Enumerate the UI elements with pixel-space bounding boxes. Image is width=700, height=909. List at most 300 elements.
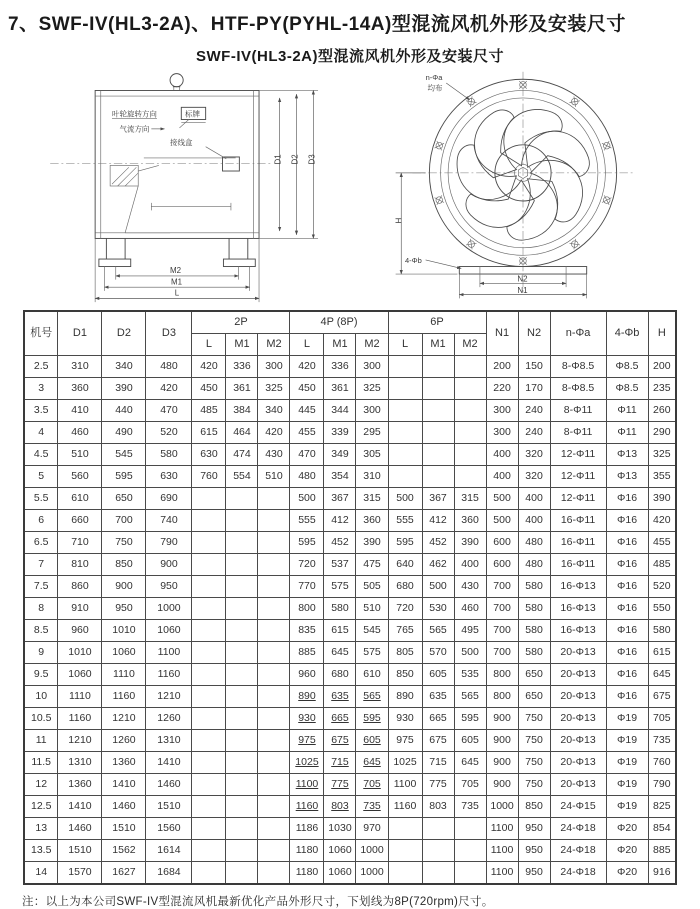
table-cell: 1627	[102, 862, 146, 885]
table-cell: 740	[146, 510, 192, 532]
dim-d3-label: D3	[306, 154, 316, 165]
table-cell: 325	[258, 378, 290, 400]
table-cell: 615	[648, 642, 676, 664]
table-cell: 349	[324, 444, 356, 466]
table-cell	[226, 598, 258, 620]
table-cell	[454, 840, 486, 862]
table-cell: 355	[648, 466, 676, 488]
nameplate-label: 标牌	[184, 109, 200, 119]
table-cell: 20-Φ13	[550, 686, 606, 708]
table-cell: 315	[356, 488, 388, 510]
table-cell: 615	[192, 422, 226, 444]
table-cell: 300	[356, 400, 388, 422]
table-row	[24, 422, 676, 444]
table-cell: 1160	[290, 796, 324, 818]
table-cell: 1060	[146, 620, 192, 642]
table-row	[24, 532, 676, 554]
table-cell: 412	[422, 510, 454, 532]
table-cell: Φ19	[606, 730, 648, 752]
table-cell: 530	[422, 598, 454, 620]
table-cell: 700	[486, 620, 518, 642]
table-cell: 460	[58, 422, 102, 444]
table-cell: Φ20	[606, 840, 648, 862]
table-cell: 150	[518, 356, 550, 378]
table-cell: 850	[518, 796, 550, 818]
dim-m1-label: M1	[170, 277, 182, 287]
table-cell: Φ19	[606, 708, 648, 730]
table-cell: 11.5	[24, 752, 58, 774]
table-cell: 715	[422, 752, 454, 774]
table-cell	[226, 818, 258, 840]
table-cell: 1210	[102, 708, 146, 730]
table-cell: 550	[648, 598, 676, 620]
table-cell: 650	[102, 488, 146, 510]
dim-h-label: H	[393, 217, 403, 224]
table-cell: 339	[324, 422, 356, 444]
table-cell	[192, 862, 226, 885]
table-cell: 720	[290, 554, 324, 576]
table-cell: 595	[388, 532, 422, 554]
table-cell	[226, 774, 258, 796]
table-cell: 360	[454, 510, 486, 532]
table-cell: Φ11	[606, 422, 648, 444]
table-cell: 420	[258, 422, 290, 444]
table-cell: 1000	[146, 598, 192, 620]
table-cell	[422, 862, 454, 885]
fan-front-view-drawing	[373, 68, 673, 304]
table-cell: 660	[58, 510, 102, 532]
table-cell: 420	[192, 356, 226, 378]
table-cell	[226, 686, 258, 708]
table-cell: 800	[486, 664, 518, 686]
table-cell: 12.5	[24, 796, 58, 818]
table-cell	[226, 510, 258, 532]
table-cell: 24-Φ18	[550, 818, 606, 840]
table-cell: 800	[486, 686, 518, 708]
table-cell: Φ8.5	[606, 378, 648, 400]
table-cell: 13	[24, 818, 58, 840]
table-cell	[258, 774, 290, 796]
table-cell	[454, 444, 486, 466]
table-cell: 470	[146, 400, 192, 422]
table-cell: 630	[146, 466, 192, 488]
table-cell	[454, 422, 486, 444]
table-cell	[226, 642, 258, 664]
table-cell: 975	[290, 730, 324, 752]
table-cell	[226, 554, 258, 576]
table-cell: 650	[518, 664, 550, 686]
table-cell	[422, 356, 454, 378]
table-cell: 900	[102, 576, 146, 598]
table-cell: 790	[648, 774, 676, 796]
table-cell: 1210	[146, 686, 192, 708]
footnote: 注：以上为本公司SWF-IV型混流风机最新优化产品外形尺寸，下划线为8P(720rpm)尺寸。	[22, 896, 494, 908]
table-cell: 665	[324, 708, 356, 730]
table-cell	[258, 796, 290, 818]
table-cell	[192, 796, 226, 818]
table-cell: 361	[324, 378, 356, 400]
table-row	[24, 488, 676, 510]
table-cell: Φ20	[606, 862, 648, 885]
table-row	[24, 400, 676, 422]
table-cell: 916	[648, 862, 676, 885]
table-cell: 1360	[58, 774, 102, 796]
table-cell	[192, 664, 226, 686]
table-cell	[226, 576, 258, 598]
header-d3: D3	[146, 311, 192, 356]
table-cell	[388, 466, 422, 488]
fan-dimensions-tbody	[24, 356, 676, 885]
table-cell	[258, 818, 290, 840]
table-cell: 1100	[146, 642, 192, 664]
table-cell: 1160	[58, 708, 102, 730]
table-cell: 1100	[388, 774, 422, 796]
table-cell	[226, 862, 258, 885]
table-cell: 450	[192, 378, 226, 400]
table-cell: 640	[388, 554, 422, 576]
table-cell: 420	[146, 378, 192, 400]
table-cell: 675	[422, 730, 454, 752]
table-cell: 12-Φ11	[550, 444, 606, 466]
table-cell: 1060	[324, 862, 356, 885]
table-cell	[258, 730, 290, 752]
table-row	[24, 862, 676, 885]
table-header	[24, 311, 676, 356]
table-cell	[192, 554, 226, 576]
table-cell: 400	[486, 444, 518, 466]
table-cell: 490	[102, 422, 146, 444]
table-cell	[226, 708, 258, 730]
table-cell: Φ16	[606, 488, 648, 510]
table-cell: 3	[24, 378, 58, 400]
table-cell	[422, 444, 454, 466]
table-cell: 455	[290, 422, 324, 444]
table-cell	[192, 774, 226, 796]
table-cell: 900	[486, 730, 518, 752]
subheader-l: L	[388, 334, 422, 356]
table-cell: 1360	[102, 752, 146, 774]
table-cell: 452	[422, 532, 454, 554]
table-cell: 24-Φ15	[550, 796, 606, 818]
table-cell	[388, 444, 422, 466]
table-cell: 1180	[290, 840, 324, 862]
table-cell: 220	[486, 378, 518, 400]
table-cell: 595	[454, 708, 486, 730]
table-cell: 537	[324, 554, 356, 576]
table-cell: 16-Φ13	[550, 576, 606, 598]
table-cell	[388, 818, 422, 840]
table-cell	[258, 532, 290, 554]
table-cell: 595	[290, 532, 324, 554]
table-cell: 310	[58, 356, 102, 378]
table-cell: 1410	[146, 752, 192, 774]
table-cell: 16-Φ13	[550, 620, 606, 642]
table-cell	[192, 642, 226, 664]
table-cell: 565	[422, 620, 454, 642]
table-row	[24, 444, 676, 466]
table-cell: 240	[518, 400, 550, 422]
table-row	[24, 730, 676, 752]
table-cell: 430	[258, 444, 290, 466]
table-cell	[192, 576, 226, 598]
table-cell: 1010	[58, 642, 102, 664]
table-cell: 440	[102, 400, 146, 422]
table-cell: 452	[324, 532, 356, 554]
table-cell: 9.5	[24, 664, 58, 686]
table-cell: 535	[454, 664, 486, 686]
table-row	[24, 378, 676, 400]
table-cell: 605	[454, 730, 486, 752]
table-cell: 260	[648, 400, 676, 422]
table-cell	[454, 400, 486, 422]
table-cell: 4.5	[24, 444, 58, 466]
table-cell: 510	[58, 444, 102, 466]
table-cell: 1025	[290, 752, 324, 774]
table-cell: 200	[648, 356, 676, 378]
table-cell	[258, 708, 290, 730]
table-cell: 1110	[58, 686, 102, 708]
table-cell: 700	[486, 598, 518, 620]
table-cell: 700	[486, 576, 518, 598]
table-cell: Φ16	[606, 598, 648, 620]
dim-d2-label: D2	[289, 154, 299, 165]
table-cell	[258, 752, 290, 774]
table-cell: 500	[486, 510, 518, 532]
table-cell: 1100	[290, 774, 324, 796]
table-cell: 1030	[324, 818, 356, 840]
table-cell: 400	[454, 554, 486, 576]
table-cell: Φ19	[606, 774, 648, 796]
table-cell: 1180	[290, 862, 324, 885]
table-cell: 445	[290, 400, 324, 422]
table-cell: 705	[648, 708, 676, 730]
table-cell: 1684	[146, 862, 192, 885]
table-cell	[454, 378, 486, 400]
table-cell: 8	[24, 598, 58, 620]
table-cell: 2.5	[24, 356, 58, 378]
table-row	[24, 598, 676, 620]
table-cell: Φ13	[606, 466, 648, 488]
table-cell: 10.5	[24, 708, 58, 730]
table-cell: 950	[518, 862, 550, 885]
table-cell: 11	[24, 730, 58, 752]
table-row	[24, 818, 676, 840]
subheader-m2: M2	[258, 334, 290, 356]
table-cell: 775	[324, 774, 356, 796]
table-cell: 400	[518, 488, 550, 510]
table-cell: 750	[518, 774, 550, 796]
table-cell: 520	[146, 422, 192, 444]
table-cell: 645	[356, 752, 388, 774]
table-cell: 8-Φ11	[550, 422, 606, 444]
eyebolt-icon	[170, 74, 183, 91]
table-cell: 20-Φ13	[550, 708, 606, 730]
technical-drawings	[0, 68, 700, 306]
table-cell: 680	[388, 576, 422, 598]
table-cell: 645	[454, 752, 486, 774]
table-cell: 12-Φ11	[550, 488, 606, 510]
table-cell: 565	[454, 686, 486, 708]
table-cell: 7	[24, 554, 58, 576]
evenly-spaced-label: 均布	[426, 83, 442, 93]
mounting-feet	[98, 238, 254, 266]
table-cell: 555	[290, 510, 324, 532]
table-cell: 480	[146, 356, 192, 378]
table-cell	[226, 532, 258, 554]
table-row	[24, 664, 676, 686]
table-cell: 510	[356, 598, 388, 620]
table-cell	[192, 730, 226, 752]
foot-holes-label: 4-Φb	[404, 255, 422, 265]
table-cell: 645	[324, 642, 356, 664]
table-cell: 805	[388, 642, 422, 664]
table-cell: 825	[648, 796, 676, 818]
table-cell: 900	[486, 774, 518, 796]
table-cell: 7.5	[24, 576, 58, 598]
table-cell: 1060	[58, 664, 102, 686]
table-cell	[258, 620, 290, 642]
table-cell: 20-Φ13	[550, 730, 606, 752]
table-cell	[454, 862, 486, 885]
table-cell: 580	[518, 642, 550, 664]
subheader-l: L	[192, 334, 226, 356]
table-cell: 500	[290, 488, 324, 510]
table-cell: 10	[24, 686, 58, 708]
table-cell: 950	[518, 840, 550, 862]
airflow-direction-label: 气流方向	[118, 124, 149, 134]
table-cell: 390	[454, 532, 486, 554]
table-cell	[192, 840, 226, 862]
table-cell: 700	[486, 642, 518, 664]
table-cell: 800	[290, 598, 324, 620]
table-cell: 8-Φ11	[550, 400, 606, 422]
header-4-phi-b: 4-Φb	[606, 311, 648, 356]
header-group-4p8p: 4P (8P)	[290, 311, 388, 334]
table-cell: 1260	[102, 730, 146, 752]
table-cell: 310	[356, 466, 388, 488]
table-cell	[388, 378, 422, 400]
table-cell: Φ16	[606, 532, 648, 554]
table-cell: 1025	[388, 752, 422, 774]
table-cell: 610	[356, 664, 388, 686]
page-title: 7、SWF-IV(HL3-2A)、HTF-PY(PYHL-14A)型混流风机外形及安装尺寸	[8, 14, 626, 35]
table-cell: Φ13	[606, 444, 648, 466]
table-cell: 20-Φ13	[550, 752, 606, 774]
table-cell: 850	[388, 664, 422, 686]
table-cell: 850	[102, 554, 146, 576]
table-cell: 1100	[486, 840, 518, 862]
table-cell: 960	[58, 620, 102, 642]
table-row	[24, 620, 676, 642]
table-cell: 9	[24, 642, 58, 664]
table-cell: 474	[226, 444, 258, 466]
table-cell: 500	[422, 576, 454, 598]
header-machine-no: 机号	[24, 311, 58, 356]
table-cell: 8.5	[24, 620, 58, 642]
table-cell: 14	[24, 862, 58, 885]
table-cell: 1100	[486, 818, 518, 840]
table-cell	[388, 862, 422, 885]
table-cell: 635	[324, 686, 356, 708]
table-cell: 300	[486, 422, 518, 444]
table-cell: 890	[388, 686, 422, 708]
table-cell: 595	[356, 708, 388, 730]
table-cell: 760	[192, 466, 226, 488]
table-cell: 480	[290, 466, 324, 488]
table-cell: 460	[454, 598, 486, 620]
table-cell: 1260	[146, 708, 192, 730]
table-cell: 520	[648, 576, 676, 598]
header-d1: D1	[58, 311, 102, 356]
dim-n2-label: N2	[516, 274, 528, 284]
table-cell: 690	[146, 488, 192, 510]
table-cell: 510	[258, 466, 290, 488]
table-cell: 13.5	[24, 840, 58, 862]
table-cell: 770	[290, 576, 324, 598]
table-cell: 464	[226, 422, 258, 444]
table-cell: 970	[356, 818, 388, 840]
table-cell: 650	[518, 686, 550, 708]
table-cell: 1186	[290, 818, 324, 840]
table-cell	[388, 422, 422, 444]
table-cell	[192, 598, 226, 620]
table-cell	[226, 796, 258, 818]
table-cell: 410	[58, 400, 102, 422]
table-cell: 580	[324, 598, 356, 620]
table-cell: 605	[356, 730, 388, 752]
table-cell: 975	[388, 730, 422, 752]
table-cell: 500	[388, 488, 422, 510]
subheader-m1: M1	[226, 334, 258, 356]
table-row	[24, 840, 676, 862]
table-cell: 485	[192, 400, 226, 422]
table-cell: 5.5	[24, 488, 58, 510]
header-group-6p: 6P	[388, 311, 486, 334]
table-cell: 450	[290, 378, 324, 400]
table-cell	[226, 664, 258, 686]
table-cell: 760	[648, 752, 676, 774]
table-cell: 5	[24, 466, 58, 488]
table-cell	[192, 752, 226, 774]
subheader-m1: M1	[422, 334, 454, 356]
table-cell: 600	[486, 554, 518, 576]
table-cell: 950	[518, 818, 550, 840]
table-cell	[258, 554, 290, 576]
table-cell: 1060	[324, 840, 356, 862]
page-subtitle: SWF-IV(HL3-2A)型混流风机外形及安装尺寸	[196, 48, 504, 65]
table-cell: 1310	[58, 752, 102, 774]
table-cell: 1160	[102, 686, 146, 708]
table-cell	[422, 466, 454, 488]
dim-m2-label: M2	[169, 266, 181, 276]
table-cell: 430	[454, 576, 486, 598]
table-cell: 735	[454, 796, 486, 818]
table-cell: 462	[422, 554, 454, 576]
table-cell: 6.5	[24, 532, 58, 554]
table-cell: 635	[422, 686, 454, 708]
table-row	[24, 708, 676, 730]
table-cell: 8-Φ8.5	[550, 356, 606, 378]
table-cell: Φ16	[606, 664, 648, 686]
table-cell	[388, 356, 422, 378]
table-cell: 340	[258, 400, 290, 422]
table-cell	[226, 488, 258, 510]
table-row	[24, 642, 676, 664]
table-cell: 1160	[388, 796, 422, 818]
table-cell: 560	[58, 466, 102, 488]
table-cell: 1510	[102, 818, 146, 840]
table-cell: 8-Φ8.5	[550, 378, 606, 400]
